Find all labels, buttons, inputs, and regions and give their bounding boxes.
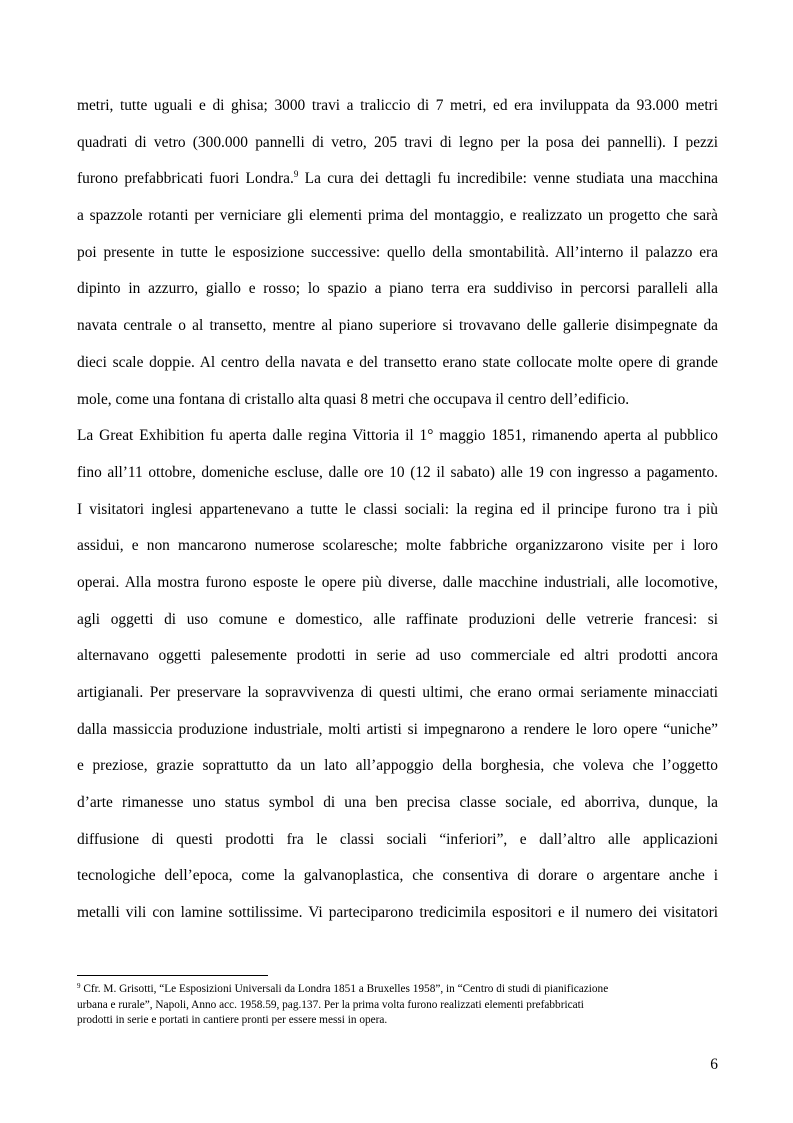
footnote-reference[interactable]: 9 xyxy=(293,169,299,180)
text-line: artigianali. Per preservare la sopravvivenza di questi ultimi, che erano ormai seriamente minacciati xyxy=(77,684,718,701)
text-line: navata centrale o al transetto, mentre al piano superiore si trovavano delle gallerie disimpegnate da xyxy=(77,317,718,335)
text-line: metalli vili con lamine sottilissime. Vi parteciparono tredicimila espositori e il numero dei visitatori xyxy=(77,904,718,922)
text-line: operai. Alla mostra furono esposte le opere più diverse, dalle macchine industriali, alle locomotive, xyxy=(77,573,718,591)
text-line: assidui, e non mancarono numerose scolaresche; molte fabbriche organizzarono visite per i loro xyxy=(77,537,718,555)
footnote-separator xyxy=(77,975,268,976)
text-line: metri, tutte uguali e di ghisa; 3000 travi a traliccio di 7 metri, ed era inviluppata da 93.000 metri xyxy=(77,97,718,114)
footnote-line: prodotti in serie e portati in cantiere pronti per essere messi in opera. xyxy=(77,1014,388,1026)
footnote-number: 9 xyxy=(77,982,81,990)
text-line: e preziose, grazie soprattutto da un lato all’appoggio della borghesia, che voleva che l’oggetto xyxy=(77,757,718,775)
text-segment: furono prefabbricati fuori Londra. xyxy=(77,170,294,188)
page-number: 6 xyxy=(710,1056,718,1073)
text-line: tecnologiche dell’epoca, come la galvanoplastica, che consentiva di dorare o argentare anche i xyxy=(77,867,718,885)
text-line: agli oggetti di uso comune e domestico, alle raffinate produzioni delle vetrerie francesi: si xyxy=(77,610,718,628)
text-line: fino all’11 ottobre, domeniche escluse, dalle ore 10 (12 il sabato) alle 19 con ingresso a pagamento. xyxy=(77,463,718,481)
text-line xyxy=(77,161,718,198)
text-line: I visitatori inglesi appartenevano a tutte le classi sociali: la regina ed il principe furono tra i più xyxy=(77,500,718,518)
text-line: mole, come una fontana di cristallo alta quasi 8 metri che occupava il centro dell’edificio. xyxy=(77,390,630,408)
text-line: La Great Exhibition fu aperta dalle regina Vittoria il 1° maggio 1851, rimanendo aperta al pubblico xyxy=(77,427,718,445)
text-line: alternavano oggetti palesemente prodotti in serie ad uso commerciale ed altri prodotti ancora xyxy=(77,647,718,665)
text-line: dalla massiccia produzione industriale, molti artisti si impegnarono a rendere le loro opere “uniche” xyxy=(77,720,718,738)
text-segment: La cura dei dettagli fu incredibile: venne studiata una macchina xyxy=(298,170,718,188)
text-line: dieci scale doppie. Al centro della navata e del transetto erano state collocate molte opere di grande xyxy=(77,353,718,371)
text-line: d’arte rimanesse uno status symbol di una ben precisa classe sociale, ed aborriva, dunque, la xyxy=(77,794,718,812)
footnote-line xyxy=(77,982,718,998)
text-line: a spazzole rotanti per verniciare gli elementi prima del montaggio, e realizzato un progetto che sarà xyxy=(77,207,718,225)
footnote-text: Cfr. M. Grisotti, “Le Esposizioni Universali da Londra 1851 a Bruxelles 1958”, in “Centro di studi di pianificazione xyxy=(80,983,609,995)
footnote-line: urbana e rurale”, Napoli, Anno acc. 1958.59, pag.137. Per la prima volta furono realizzati elementi prefabbricati xyxy=(77,998,584,1011)
body-text xyxy=(77,88,718,932)
text-line: poi presente in tutte le esposizione successive: quello della smontabilità. All’interno il palazzo era xyxy=(77,243,718,261)
text-line: quadrati di vetro (300.000 pannelli di vetro, 205 travi di legno per la posa dei pannelli). I pezzi xyxy=(77,133,718,151)
text-line: diffusione di questi prodotti fra le classi sociali “inferiori”, e dall’altro alle applicazioni xyxy=(77,830,718,848)
footnote xyxy=(77,982,718,1029)
text-line: dipinto in azzurro, giallo e rosso; lo spazio a piano terra era suddiviso in percorsi paralleli alla xyxy=(77,280,718,298)
